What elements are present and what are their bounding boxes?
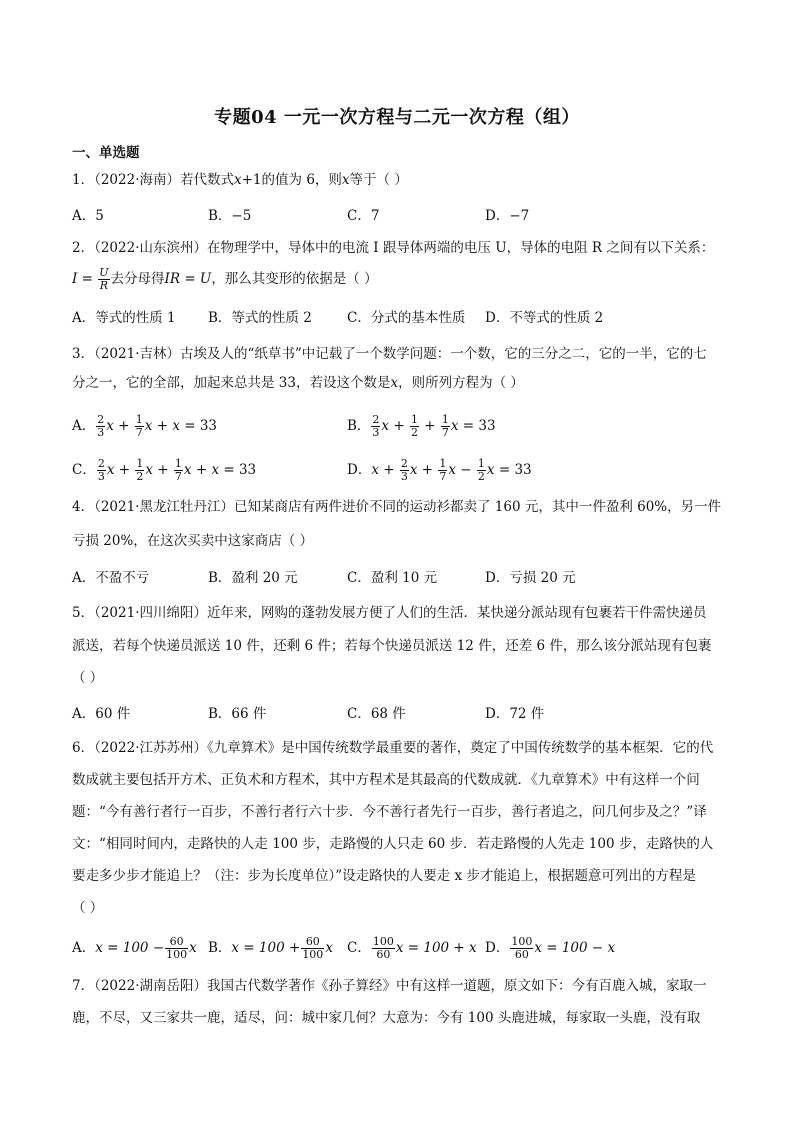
q5-option-c: C．68 件 xyxy=(347,706,406,722)
q2-option-a: A．等式的性质 1 xyxy=(72,310,176,326)
question-3-stem-line2 xyxy=(72,373,524,393)
q3-a-f2n: 1 xyxy=(135,413,143,426)
q3-d-f3n: 1 xyxy=(477,457,485,470)
q6-c-right: x = 100 + x xyxy=(395,940,477,956)
q3-c-f1d: 3 xyxy=(97,470,105,483)
q6-d-num: 100 xyxy=(511,935,533,948)
q3-c-f3n: 1 xyxy=(174,457,182,470)
q3-b-f3n: 1 xyxy=(441,413,449,426)
q5-option-d: D．72 件 xyxy=(485,706,545,722)
question-7-line1: 7．（2022·湖南岳阳）我国古代数学著作《孙子算经》中有这样一道题，原文如下：今有百鹿入城，家取一 xyxy=(72,978,707,994)
q3-b-f2n: 1 xyxy=(410,413,418,426)
q3-text-b: ，则所列方程为（ ） xyxy=(398,375,524,391)
q4-option-d: D．亏损 20 元 xyxy=(485,570,576,586)
q6-c-label: C． xyxy=(347,940,371,956)
q3-option-d: D．x + $\frac{2}{3}$ x + $\frac{1}{7}$ x − $\frac{1}{2}$ x = 33 xyxy=(347,457,532,483)
q1-option-c: C．7 xyxy=(347,208,380,224)
q6-option-a xyxy=(72,936,197,961)
question-3-stem-line1: 3．（2021·吉林）古埃及人的“纸草书”中记载了一个数学问题：一个数，它的三分之二，它的一半，它的七 xyxy=(72,346,707,362)
q1-option-a: A．5 xyxy=(72,208,104,224)
question-2-stem: 2．（2022·山东滨州）在物理学中，导体中的电流 I 跟导体两端的电压 U，导体的电阻 R 之间有以下关系： xyxy=(72,240,715,256)
q1-option-b: B．−5 xyxy=(208,208,252,224)
question-5-stem-line1: 5．（2021·四川绵阳）近年来，网购的蓬勃发展方便了人们的生活．某快递分派站现有包裹若干件需快递员 xyxy=(72,605,707,621)
q6-b-label: B． xyxy=(208,940,232,956)
q1-var: x xyxy=(234,172,242,188)
q6-a-label: A． xyxy=(72,940,96,956)
q6-option-b xyxy=(208,936,333,961)
q2-rhs: IR = U xyxy=(164,271,212,287)
page-title: 专题04 一元一次方程与二元一次方程（组） xyxy=(214,107,580,128)
q3-c-f2d: 2 xyxy=(136,470,144,483)
question-6-line4: 文：“相同时间内，走路快的人走 100 步，走路慢的人只走 60 步．若走路慢的人先走 100 步，走路快的人 xyxy=(72,836,714,852)
q5-option-b: B．66 件 xyxy=(208,706,267,722)
q2-option-b: B．等式的性质 2 xyxy=(208,310,312,326)
q3-c-f3d: 7 xyxy=(174,470,182,483)
q6-c-den: 60 xyxy=(376,948,391,961)
q3-c-f2n: 1 xyxy=(136,457,144,470)
q4-option-b: B．盈利 20 元 xyxy=(208,570,298,586)
q3-b-f1d: 3 xyxy=(372,426,380,439)
q1-text-b: +1的值为 6，则 xyxy=(241,172,342,188)
q6-c-num: 100 xyxy=(372,935,394,948)
q3-text-a: 分之一，它的全部，加起来总共是 33，若设这个数是 xyxy=(72,375,391,391)
q3-var: x xyxy=(390,375,399,391)
q2-tail: ，那么其变形的依据是（ ） xyxy=(211,271,378,287)
question-6-line1: 6．（2022·江苏苏州）《九章算术》是中国传统数学最重要的著作，奠定了中国传统数学的基本框架．它的代 xyxy=(72,740,714,756)
q1-var2: x xyxy=(341,172,350,188)
q3-a-label: A． xyxy=(72,418,96,434)
q2-eq: = xyxy=(77,271,98,287)
q6-a-x: x xyxy=(189,940,197,956)
q2-option-d: D．不等式的性质 2 xyxy=(485,310,604,326)
q3-d-f2d: 7 xyxy=(439,470,447,483)
q1-text-a: 1．（2022·海南）若代数式 xyxy=(72,172,234,188)
q3-option-c: C． $\frac{2}{3}$ x + $\frac{1}{2}$ x + $\frac{1}{7}$ x + x = 33 xyxy=(72,457,257,483)
q3-c-f1n: 2 xyxy=(97,457,105,470)
q6-option-d xyxy=(485,936,615,961)
q6-b-den: 100 xyxy=(302,948,324,961)
q3-d-eq: = 33 xyxy=(498,462,532,478)
section-heading: 一、单选题 xyxy=(72,145,140,161)
q6-d-right: x = 100 − x xyxy=(534,940,616,956)
q2-mid: 去分母得 xyxy=(110,271,165,287)
q3-b-f2d: 2 xyxy=(410,426,418,439)
q3-b-f1n: 2 xyxy=(372,413,380,426)
q4-option-c: C．盈利 10 元 xyxy=(347,570,438,586)
q1-option-d: D．−7 xyxy=(485,208,530,224)
question-2-formula xyxy=(72,266,378,292)
q3-d-f1n: 2 xyxy=(400,457,408,470)
q3-b-f3d: 7 xyxy=(441,426,449,439)
q3-d-f2n: 1 xyxy=(439,457,447,470)
q2-fraction xyxy=(98,267,109,292)
q3-a-eq: = 33 xyxy=(184,418,218,434)
q6-b-num: 60 xyxy=(301,936,324,949)
q6-b-x: x xyxy=(325,940,333,956)
q3-c-eq: = 33 xyxy=(223,462,257,478)
q2-option-c: C．分式的基本性质 xyxy=(347,310,466,326)
q3-a-f2d: 7 xyxy=(135,426,143,439)
question-5-stem-line2: 派送，若每个快递员派送 10 件，还剩 6 件；若每个快递员派送 12 件，还差 6 件，那么该分派站现有包裹 xyxy=(72,638,712,654)
q2-frac-num: U xyxy=(99,266,109,279)
q3-d-f3d: 2 xyxy=(477,470,485,483)
q3-b-eq: = 33 xyxy=(462,418,496,434)
q6-a-den: 100 xyxy=(166,948,188,961)
q6-a-left: x = 100 − xyxy=(95,940,165,956)
question-1-stem xyxy=(72,170,408,190)
question-6-line6: （ ） xyxy=(72,900,104,916)
q3-d-label: D． xyxy=(347,462,372,478)
q3-option-a: A． $\frac{2}{3}$ x + $\frac{1}{7}$ x + x = 33 xyxy=(72,413,218,439)
question-4-stem-line1: 4．（2021·黑龙江牡丹江）已知某商店有两件进价不同的运动衫都卖了 160 元，其中一件盈利 60%，另一件 xyxy=(72,499,722,515)
q3-option-b: B． $\frac{2}{3}$ x + $\frac{1}{2}$ + $\frac{1}{7}$ x = 33 xyxy=(347,413,496,439)
question-4-stem-line2: 亏损 20%，在这次买卖中这家商店（ ） xyxy=(72,533,314,549)
q6-b-left: x = 100 + xyxy=(231,940,301,956)
q4-option-a: A．不盈不亏 xyxy=(72,570,150,586)
q1-text-c: 等于（ ） xyxy=(349,172,408,188)
q6-a-num: 60 xyxy=(165,936,188,949)
q3-d-f1d: 3 xyxy=(400,470,408,483)
q6-d-label: D． xyxy=(485,940,510,956)
q3-b-label: B． xyxy=(347,418,371,434)
q3-a-f1n: 2 xyxy=(97,413,105,426)
question-6-line2: 数成就主要包括开方术、正负术和方程术，其中方程术是其最高的代数成就．《九章算术》中有这样一个问 xyxy=(72,772,700,788)
question-5-stem-line3: （ ） xyxy=(72,670,104,686)
q6-d-den: 60 xyxy=(514,948,529,961)
q2-lhs: I xyxy=(72,271,78,287)
q5-option-a: A．60 件 xyxy=(72,706,131,722)
question-7-line2: 鹿，不尽，又三家共一鹿，适尽，问：城中家几何？大意为：今有 100 头鹿进城，每家取一头鹿，没有取 xyxy=(72,1010,701,1026)
q3-c-label: C． xyxy=(72,462,96,478)
question-6-line3: 题：“今有善行者行一百步，不善行者行六十步．今不善行者先行一百步，善行者追之，问几何步及之？”译 xyxy=(72,804,707,820)
q2-frac-den: R xyxy=(99,279,109,292)
q3-a-f1d: 3 xyxy=(97,426,105,439)
q6-option-c xyxy=(347,936,477,961)
question-6-line5: 要走多少步才能追上？（注：步为长度单位）”设走路快的人要走 x 步才能追上，根据题意可列出的方程是 xyxy=(72,868,696,884)
